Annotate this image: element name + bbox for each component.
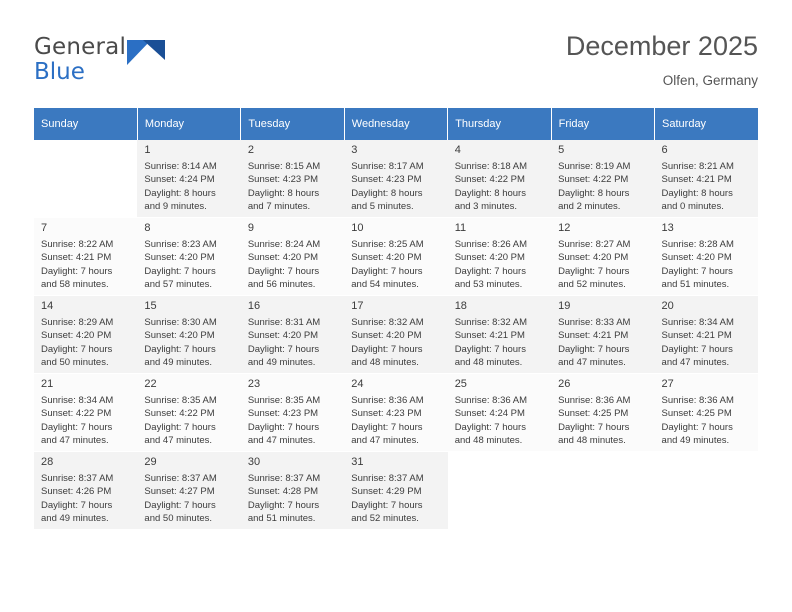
page-title: December 2025: [565, 31, 758, 61]
day-number: 16: [247, 300, 261, 312]
day-detail-line: Daylight: 7 hours: [558, 265, 630, 277]
calendar-day-cell[interactable]: [448, 296, 551, 374]
day-detail-line: Daylight: 7 hours: [454, 421, 526, 433]
day-details: [41, 316, 137, 370]
calendar-day-cell[interactable]: [137, 452, 240, 530]
day-number: 1: [144, 144, 151, 156]
day-detail-line: and 47 minutes.: [41, 435, 109, 447]
day-number: 19: [558, 300, 571, 312]
day-number: 13: [661, 222, 674, 234]
calendar-day-cell[interactable]: [448, 218, 551, 296]
location-label: Olfen, Germany: [662, 73, 758, 88]
day-detail-line: Daylight: 7 hours: [247, 421, 320, 433]
calendar-day-cell[interactable]: [137, 296, 240, 374]
day-detail-line: Sunrise: 8:37 AM: [247, 473, 321, 484]
day-detail-line: Sunset: 4:29 PM: [351, 486, 422, 498]
weekday-header-tuesday: Tuesday: [241, 108, 344, 140]
day-details: [558, 394, 654, 448]
day-detail-line: Sunset: 4:20 PM: [144, 330, 215, 342]
brand-name-blue: Blue: [34, 59, 85, 85]
day-detail-line: Daylight: 7 hours: [41, 265, 113, 277]
calendar-day-cell[interactable]: [551, 140, 654, 218]
day-detail-line: and 47 minutes.: [661, 357, 730, 369]
day-detail-line: and 48 minutes.: [454, 357, 523, 369]
day-detail-line: and 50 minutes.: [41, 357, 109, 369]
calendar-day-cell[interactable]: [241, 452, 344, 530]
calendar-body: [34, 140, 758, 530]
calendar-empty-cell: [448, 452, 551, 530]
day-detail-line: Daylight: 7 hours: [351, 343, 423, 355]
day-detail-line: Daylight: 7 hours: [247, 265, 320, 277]
weekday-header-monday: Monday: [137, 108, 240, 140]
day-detail-line: Sunrise: 8:27 AM: [558, 239, 631, 250]
day-detail-line: Sunset: 4:23 PM: [351, 174, 422, 186]
day-number: 22: [144, 378, 157, 390]
day-detail-line: Sunrise: 8:34 AM: [661, 317, 734, 328]
calendar-day-cell[interactable]: [344, 452, 447, 530]
day-detail-line: Sunrise: 8:37 AM: [144, 473, 217, 484]
day-detail-line: and 50 minutes.: [144, 513, 213, 525]
day-detail-line: Daylight: 7 hours: [454, 343, 526, 355]
day-details: [248, 316, 344, 370]
day-detail-line: Sunset: 4:22 PM: [144, 408, 215, 420]
day-details: [558, 238, 654, 292]
brand-logo: [34, 28, 184, 90]
weekday-header-row: [34, 108, 758, 140]
weekday-header-sunday: Sunday: [34, 108, 137, 140]
day-details: [662, 160, 758, 214]
calendar-day-cell[interactable]: [551, 296, 654, 374]
day-details: [351, 394, 447, 448]
day-detail-line: Sunrise: 8:28 AM: [661, 239, 734, 250]
day-details: [41, 394, 137, 448]
calendar-day-cell[interactable]: [551, 218, 654, 296]
day-detail-line: Daylight: 7 hours: [661, 343, 733, 355]
day-details: [558, 316, 654, 370]
day-detail-line: and 2 minutes.: [558, 201, 621, 213]
day-detail-line: and 57 minutes.: [144, 279, 213, 291]
day-detail-line: and 56 minutes.: [247, 279, 316, 291]
calendar-day-cell[interactable]: [137, 140, 240, 218]
day-detail-line: Sunset: 4:21 PM: [41, 252, 112, 264]
day-detail-line: Daylight: 7 hours: [41, 343, 113, 355]
day-detail-line: Daylight: 7 hours: [144, 265, 216, 277]
day-detail-line: Sunrise: 8:29 AM: [41, 317, 114, 328]
day-detail-line: Sunrise: 8:37 AM: [41, 473, 114, 484]
calendar-day-cell[interactable]: [137, 374, 240, 452]
day-detail-line: Sunset: 4:20 PM: [661, 252, 732, 264]
calendar-day-cell[interactable]: [448, 374, 551, 452]
day-detail-line: Sunset: 4:24 PM: [144, 174, 215, 186]
day-detail-line: Sunrise: 8:31 AM: [247, 317, 321, 328]
day-detail-line: Sunset: 4:23 PM: [247, 408, 319, 420]
day-detail-line: Sunrise: 8:32 AM: [351, 317, 424, 328]
day-detail-line: and 51 minutes.: [247, 513, 316, 525]
day-number: 9: [247, 222, 254, 234]
day-detail-line: and 48 minutes.: [351, 357, 419, 369]
day-detail-line: Daylight: 8 hours: [144, 187, 216, 199]
day-detail-line: Sunrise: 8:24 AM: [247, 239, 321, 250]
calendar-day-cell[interactable]: [655, 218, 758, 296]
day-detail-line: Sunset: 4:21 PM: [454, 330, 525, 342]
day-detail-line: Daylight: 8 hours: [454, 187, 526, 199]
day-details: [351, 238, 447, 292]
day-detail-line: Sunrise: 8:23 AM: [144, 239, 217, 250]
day-number: 18: [454, 300, 467, 312]
day-number: 7: [41, 222, 48, 234]
day-detail-line: Sunrise: 8:36 AM: [454, 395, 528, 406]
calendar-table: [34, 108, 758, 530]
day-detail-line: Sunrise: 8:22 AM: [41, 239, 114, 250]
day-details: [248, 472, 344, 526]
day-number: 3: [351, 144, 358, 156]
day-number: 23: [247, 378, 261, 390]
day-details: [144, 472, 240, 526]
day-detail-line: Daylight: 7 hours: [247, 499, 320, 511]
day-detail-line: Daylight: 7 hours: [661, 265, 733, 277]
day-detail-line: Sunset: 4:22 PM: [558, 174, 629, 186]
day-details: [144, 238, 240, 292]
day-number: 6: [661, 144, 668, 156]
day-detail-line: and 0 minutes.: [661, 201, 724, 213]
day-number: 17: [351, 300, 364, 312]
calendar-day-cell[interactable]: [34, 296, 137, 374]
calendar-day-cell[interactable]: [34, 452, 137, 530]
day-detail-line: and 47 minutes.: [351, 435, 419, 447]
day-detail-line: Sunrise: 8:21 AM: [661, 161, 734, 172]
day-details: [248, 394, 344, 448]
day-detail-line: Sunrise: 8:19 AM: [558, 161, 631, 172]
day-details: [351, 316, 447, 370]
day-number: 31: [351, 456, 364, 468]
day-details: [248, 160, 344, 214]
day-detail-line: and 48 minutes.: [454, 435, 523, 447]
day-number: 25: [454, 378, 467, 390]
calendar-day-cell[interactable]: [344, 296, 447, 374]
day-detail-line: and 47 minutes.: [558, 357, 626, 369]
day-detail-line: Sunset: 4:23 PM: [247, 174, 319, 186]
calendar-empty-cell: [34, 140, 137, 218]
day-details: [41, 238, 137, 292]
day-detail-line: Sunset: 4:21 PM: [558, 330, 629, 342]
day-detail-line: Daylight: 7 hours: [351, 421, 423, 433]
day-detail-line: Daylight: 7 hours: [247, 343, 320, 355]
day-detail-line: Daylight: 8 hours: [351, 187, 423, 199]
day-number: 2: [247, 144, 254, 156]
day-number: 4: [454, 144, 461, 156]
day-detail-line: Sunrise: 8:34 AM: [41, 395, 114, 406]
blue-flag-icon: [127, 40, 165, 66]
day-detail-line: and 52 minutes.: [558, 279, 626, 291]
calendar-day-cell[interactable]: [655, 374, 758, 452]
day-detail-line: Sunrise: 8:37 AM: [351, 473, 424, 484]
day-detail-line: and 49 minutes.: [144, 357, 213, 369]
day-details: [351, 160, 447, 214]
day-detail-line: Sunset: 4:22 PM: [41, 408, 112, 420]
day-detail-line: and 3 minutes.: [454, 201, 518, 213]
day-number: 20: [661, 300, 674, 312]
day-detail-line: and 49 minutes.: [41, 513, 109, 525]
day-detail-line: Sunset: 4:21 PM: [661, 330, 732, 342]
title-block: [566, 28, 758, 89]
day-detail-line: Sunset: 4:20 PM: [351, 330, 422, 342]
day-detail-line: Sunset: 4:21 PM: [661, 174, 732, 186]
day-details: [455, 160, 551, 214]
day-detail-line: Daylight: 7 hours: [661, 421, 733, 433]
calendar-day-cell[interactable]: [34, 218, 137, 296]
day-detail-line: Daylight: 8 hours: [661, 187, 733, 199]
calendar-empty-cell: [655, 452, 758, 530]
day-detail-line: and 9 minutes.: [144, 201, 207, 213]
day-detail-line: and 49 minutes.: [661, 435, 730, 447]
calendar-day-cell[interactable]: [448, 140, 551, 218]
day-detail-line: Sunrise: 8:33 AM: [558, 317, 631, 328]
weekday-header-wednesday: Wednesday: [344, 108, 447, 140]
day-details: [351, 472, 447, 526]
day-number: 24: [351, 378, 364, 390]
day-number: 27: [661, 378, 674, 390]
calendar-day-cell[interactable]: [344, 140, 447, 218]
calendar-day-cell[interactable]: [344, 218, 447, 296]
day-detail-line: Sunrise: 8:36 AM: [558, 395, 631, 406]
calendar-day-cell[interactable]: [241, 140, 344, 218]
day-detail-line: Sunrise: 8:35 AM: [247, 395, 321, 406]
day-detail-line: Sunset: 4:28 PM: [247, 486, 319, 498]
day-detail-line: Daylight: 7 hours: [144, 343, 216, 355]
day-detail-line: Daylight: 7 hours: [41, 421, 113, 433]
day-number: 29: [144, 456, 157, 468]
day-number: 30: [247, 456, 261, 468]
day-details: [455, 394, 551, 448]
day-number: 26: [558, 378, 571, 390]
day-detail-line: Daylight: 8 hours: [247, 187, 320, 199]
day-details: [662, 238, 758, 292]
day-detail-line: and 49 minutes.: [247, 357, 316, 369]
day-detail-line: Sunrise: 8:26 AM: [454, 239, 528, 250]
calendar-week-row: [34, 218, 758, 296]
day-detail-line: and 7 minutes.: [247, 201, 311, 213]
calendar-day-cell[interactable]: [551, 374, 654, 452]
day-number: 21: [41, 378, 54, 390]
calendar-week-row: [34, 452, 758, 530]
brand-name-general: General: [34, 34, 127, 60]
day-number: 5: [558, 144, 565, 156]
day-detail-line: Sunrise: 8:30 AM: [144, 317, 217, 328]
day-detail-line: Sunset: 4:25 PM: [558, 408, 629, 420]
day-detail-line: Sunset: 4:24 PM: [454, 408, 525, 420]
day-detail-line: Sunrise: 8:35 AM: [144, 395, 217, 406]
day-detail-line: and 51 minutes.: [661, 279, 730, 291]
day-details: [41, 472, 137, 526]
day-detail-line: Sunset: 4:20 PM: [247, 252, 319, 264]
day-number: 15: [144, 300, 157, 312]
day-detail-line: Sunset: 4:20 PM: [247, 330, 319, 342]
calendar-day-cell[interactable]: [241, 374, 344, 452]
day-detail-line: Sunrise: 8:36 AM: [661, 395, 734, 406]
weekday-header-thursday: Thursday: [448, 108, 551, 140]
day-detail-line: Sunset: 4:20 PM: [351, 252, 422, 264]
calendar-day-cell[interactable]: [241, 296, 344, 374]
day-details: [144, 160, 240, 214]
day-detail-line: Daylight: 7 hours: [454, 265, 526, 277]
day-detail-line: and 5 minutes.: [351, 201, 414, 213]
calendar-week-row: [34, 296, 758, 374]
day-number: 14: [41, 300, 54, 312]
calendar-day-cell[interactable]: [241, 218, 344, 296]
day-number: 11: [454, 222, 467, 234]
day-detail-line: Daylight: 7 hours: [144, 499, 216, 511]
day-detail-line: and 47 minutes.: [247, 435, 316, 447]
day-detail-line: and 47 minutes.: [144, 435, 213, 447]
day-details: [455, 316, 551, 370]
page-header: [34, 28, 758, 100]
day-detail-line: Sunrise: 8:36 AM: [351, 395, 424, 406]
day-detail-line: Sunset: 4:27 PM: [144, 486, 215, 498]
day-number: 8: [144, 222, 151, 234]
day-details: [455, 238, 551, 292]
day-detail-line: Sunset: 4:26 PM: [41, 486, 112, 498]
day-number: 28: [41, 456, 54, 468]
day-detail-line: Sunset: 4:20 PM: [144, 252, 215, 264]
day-detail-line: Sunset: 4:25 PM: [661, 408, 732, 420]
day-detail-line: Daylight: 7 hours: [41, 499, 113, 511]
day-detail-line: and 48 minutes.: [558, 435, 626, 447]
day-number: 12: [558, 222, 571, 234]
day-detail-line: Sunrise: 8:18 AM: [454, 161, 528, 172]
day-number: 10: [351, 222, 364, 234]
day-detail-line: Daylight: 7 hours: [558, 343, 630, 355]
day-detail-line: Daylight: 7 hours: [351, 499, 423, 511]
calendar-day-cell[interactable]: [137, 218, 240, 296]
day-detail-line: Daylight: 7 hours: [351, 265, 423, 277]
calendar-week-row: [34, 140, 758, 218]
day-detail-line: Sunrise: 8:15 AM: [247, 161, 321, 172]
day-details: [144, 394, 240, 448]
day-detail-line: Sunset: 4:20 PM: [558, 252, 629, 264]
day-detail-line: and 54 minutes.: [351, 279, 419, 291]
day-detail-line: Sunset: 4:22 PM: [454, 174, 525, 186]
day-detail-line: and 58 minutes.: [41, 279, 109, 291]
weekday-header-saturday: Saturday: [655, 108, 758, 140]
day-detail-line: Daylight: 7 hours: [144, 421, 216, 433]
day-details: [558, 160, 654, 214]
day-detail-line: Sunset: 4:20 PM: [41, 330, 112, 342]
calendar-day-cell[interactable]: [34, 374, 137, 452]
calendar-week-row: [34, 374, 758, 452]
day-detail-line: Sunset: 4:23 PM: [351, 408, 422, 420]
day-details: [248, 238, 344, 292]
day-detail-line: and 52 minutes.: [351, 513, 419, 525]
calendar-day-cell[interactable]: [344, 374, 447, 452]
day-detail-line: Sunrise: 8:17 AM: [351, 161, 424, 172]
day-details: [144, 316, 240, 370]
day-details: [662, 316, 758, 370]
calendar-day-cell[interactable]: [655, 140, 758, 218]
day-details: [662, 394, 758, 448]
day-detail-line: Daylight: 8 hours: [558, 187, 630, 199]
day-detail-line: and 53 minutes.: [454, 279, 523, 291]
day-detail-line: Daylight: 7 hours: [558, 421, 630, 433]
day-detail-line: Sunset: 4:20 PM: [454, 252, 525, 264]
calendar-day-cell[interactable]: [655, 296, 758, 374]
weekday-header-friday: Friday: [551, 108, 654, 140]
day-detail-line: Sunrise: 8:25 AM: [351, 239, 424, 250]
day-detail-line: Sunrise: 8:32 AM: [454, 317, 528, 328]
day-detail-line: Sunrise: 8:14 AM: [144, 161, 217, 172]
calendar-empty-cell: [551, 452, 654, 530]
